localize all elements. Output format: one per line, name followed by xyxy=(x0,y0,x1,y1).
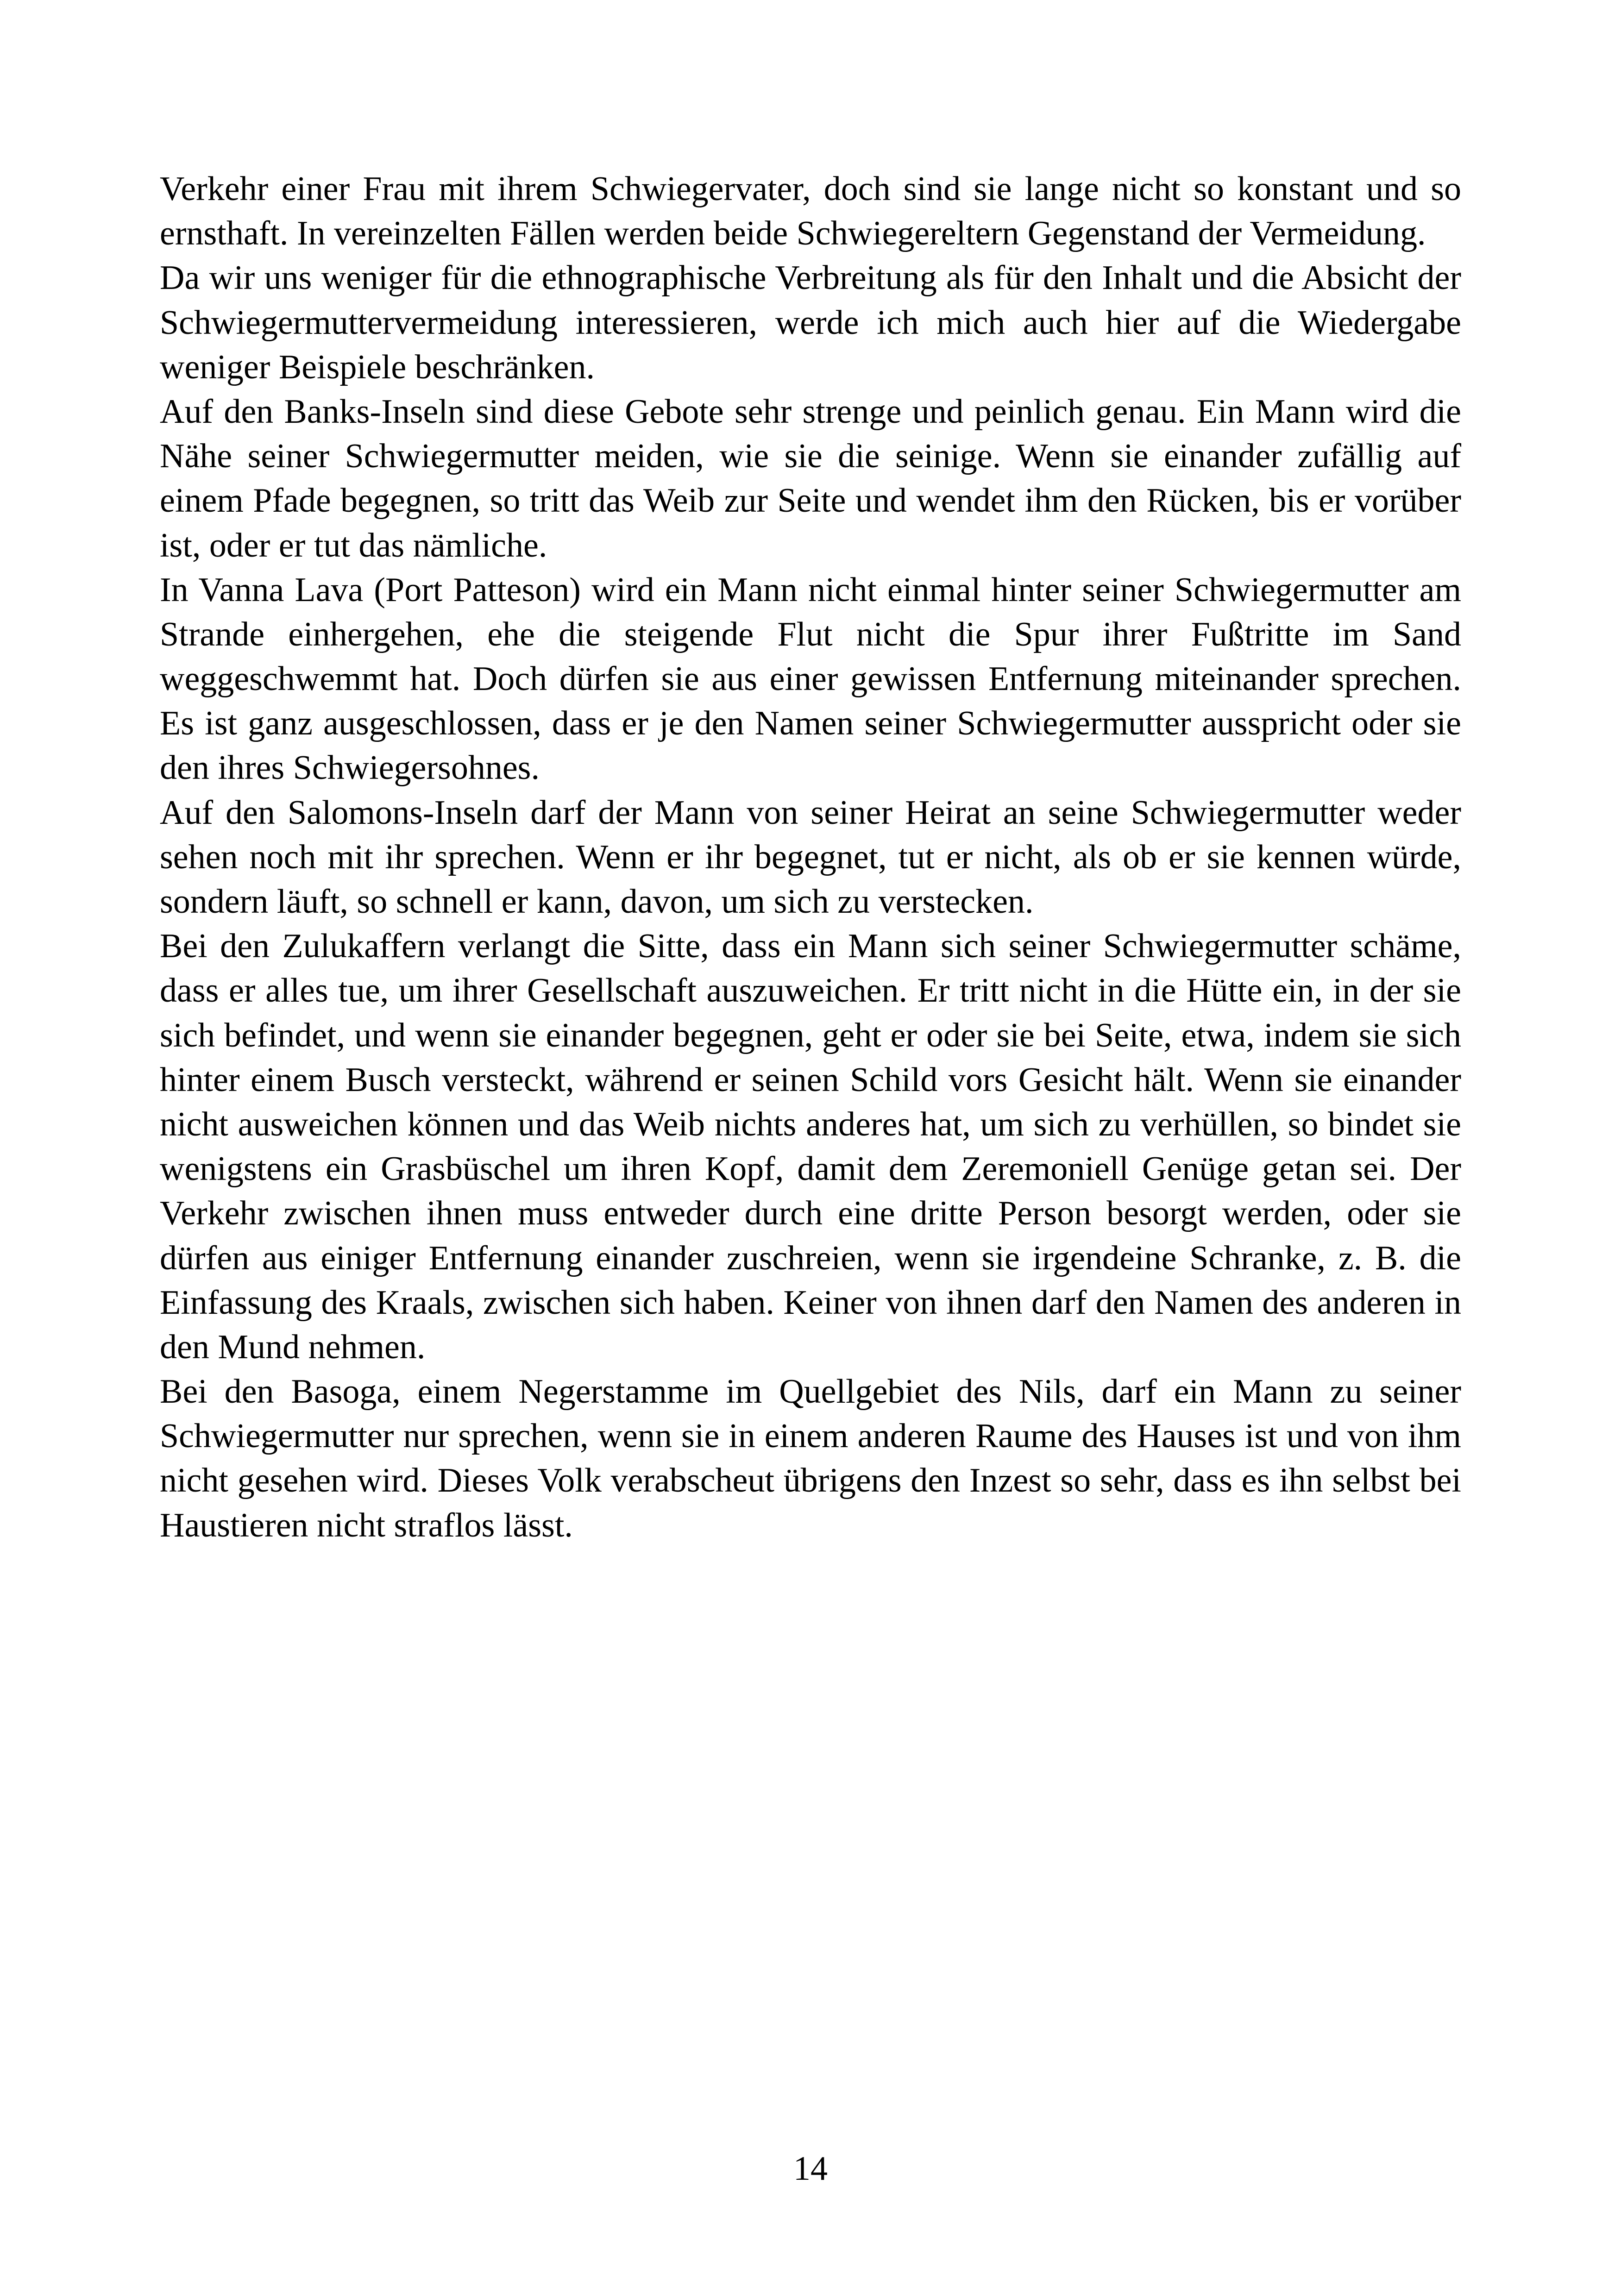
paragraph: In Vanna Lava (Port Patteson) wird ein Mann nicht einmal hinter seiner Schwiegermutter am Strande einhergehen, ehe die steigende Flut nicht die Spur ihrer Fußtritte im Sand weggeschwemmt hat. Doch dürfen sie aus einer gewissen Entfernung miteinander sprechen. Es ist ganz ausgeschlossen, dass er je den Namen seiner Schwiegermutter ausspricht oder sie den ihres Schwiegersohnes. xyxy=(160,571,1461,787)
paragraph: Bei den Basoga, einem Negerstamme im Quellgebiet des Nils, darf ein Mann zu seiner Schwiegermutter nur sprechen, wenn sie in einem anderen Raume des Hauses ist und von ihm nicht gesehen wird. Dieses Volk verabscheut übrigens den Inzest so sehr, dass es ihn selbst bei Haustieren nicht straflos lässt. xyxy=(160,1373,1461,1544)
paragraph: Auf den Salomons-Inseln darf der Mann von seiner Heirat an seine Schwiegermutter weder sehen noch mit ihr sprechen. Wenn er ihr begegnet, tut er nicht, als ob er sie kennen würde, sondern läuft, so schnell er kann, davon, um sich zu verstecken. xyxy=(160,793,1461,921)
paragraph: Bei den Zulukaffern verlangt die Sitte, dass ein Mann sich seiner Schwiegermutter schäme, dass er alles tue, um ihrer Gesellschaft auszuweichen. Er tritt nicht in die Hütte ein, in der sie sich befindet, und wenn sie einander begegnen, geht er oder sie bei Seite, etwa, indem sie sich hinter einem Busch versteckt, während er seinen Schild vors Gesicht hält. Wenn sie einander nicht ausweichen können und das Weib nichts anderes hat, um sich zu verhüllen, so bindet sie wenigstens ein Grasbüschel um ihren Kopf, damit dem Zeremoniell Genüge getan sei. Der Verkehr zwischen ihnen muss entweder durch eine dritte Person besorgt werden, oder sie dürfen aus einiger Entfernung einander zuschreien, wenn sie irgendeine Schranke, z. B. die Einfassung des Kraals, zwischen sich haben. Keiner von ihnen darf den Namen des anderen in den Mund nehmen. xyxy=(160,927,1461,1366)
body-text xyxy=(160,167,1461,1548)
paragraph: Verkehr einer Frau mit ihrem Schwiegervater, doch sind sie lange nicht so konstant und so ernsthaft. In vereinzelten Fällen werden beide Schwiegereltern Gegenstand der Vermeidung. xyxy=(160,170,1461,253)
paragraph: Da wir uns weniger für die ethnographische Verbreitung als für den Inhalt und die Absicht der Schwiegermuttervermeidung interessieren, werde ich mich auch hier auf die Wiedergabe weniger Beispiele beschränken. xyxy=(160,259,1461,386)
paragraph: Auf den Banks-Inseln sind diese Gebote sehr strenge und peinlich genau. Ein Mann wird die Nähe seiner Schwiegermutter meiden, wie sie die seinige. Wenn sie einander zufällig auf einem Pfade begegnen, so tritt das Weib zur Seite und wendet ihm den Rücken, bis er vorüber ist, oder er tut das nämliche. xyxy=(160,392,1461,565)
page-number: 14 xyxy=(793,2150,828,2188)
